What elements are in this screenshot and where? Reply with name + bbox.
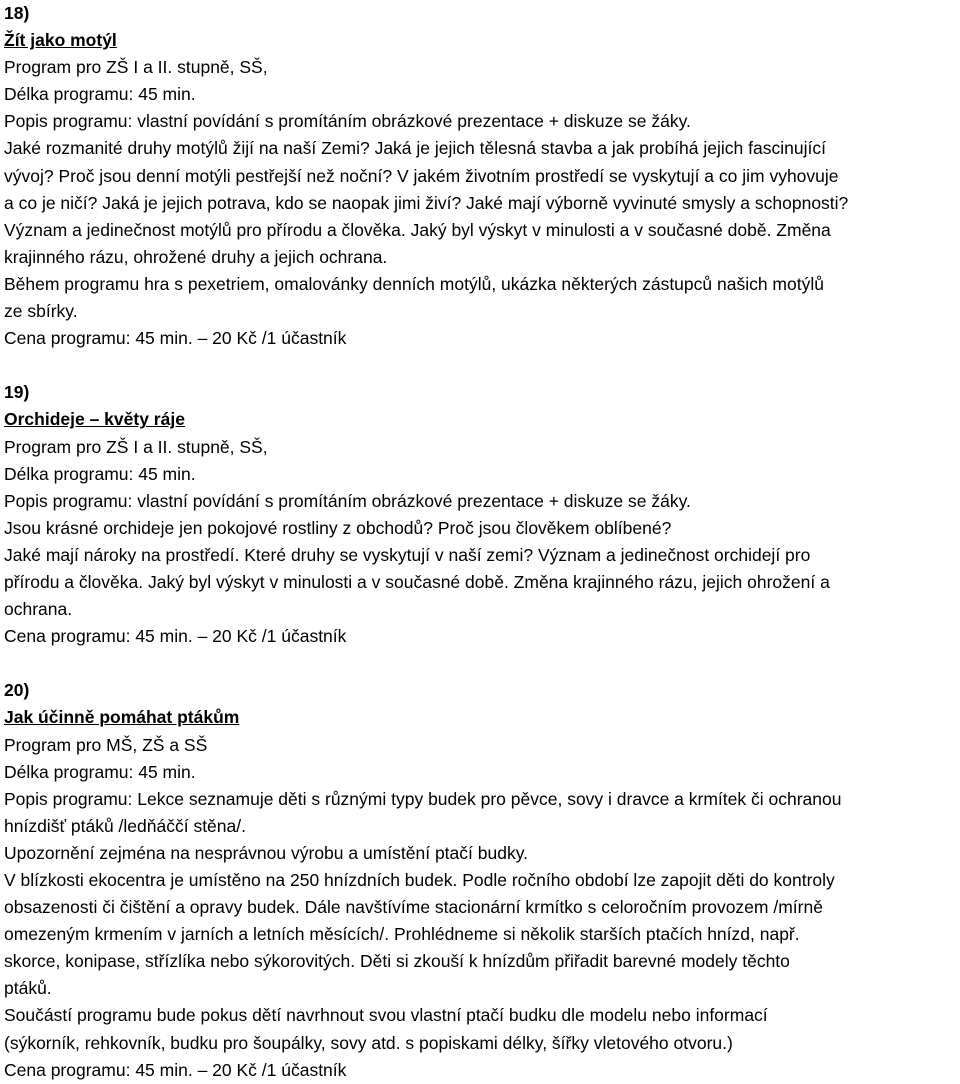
program-section-19: [4, 379, 956, 650]
text-line: ptáků.: [4, 978, 52, 999]
text-line: Jsou krásné orchideje jen pokojové rostliny z obchodů? Proč jsou člověkem oblíbené?: [4, 517, 672, 538]
text-line: skorce, konipase, střízlíka nebo sýkorovitých. Děti si zkouší k hnízdům přiřadit barevné modely těchto: [4, 951, 790, 972]
text-line: Jaké rozmanité druhy motýlů žijí na naší Zemi? Jaká je jejich tělesná stavba a jak probíhá jejich fascinující: [4, 138, 826, 159]
text-line: V blízkosti ekocentra je umístěno na 250 hnízdních budek. Podle ročního období lze zapojit děti do kontroly: [4, 870, 835, 890]
price-line: Cena programu: 45 min. – 20 Kč /1 účastník: [4, 1059, 347, 1080]
text-line: ze sbírky.: [4, 301, 78, 322]
section-title: Jak účinně pomáhat ptákům: [4, 707, 240, 728]
text-line: (sýkorník, rehkovník, budku pro šoupálky, sovy atd. s popiskami délky, šířky vletového otvoru.): [4, 1032, 733, 1053]
text-line: Program pro ZŠ I a II. stupně, SŠ,: [4, 57, 268, 78]
text-line: Během programu hra s pexetriem, omalovánky denních motýlů, ukázka některých zástupců našich motýlů: [4, 273, 824, 294]
text-line: a co je ničí? Jaká je jejich potrava, kdo se naopak jimi živí? Jaké mají výborně vyvinuté smysly a schopnosti?: [4, 192, 849, 213]
text-line: Délka programu: 45 min.: [4, 761, 196, 782]
section-spacer: [4, 352, 956, 379]
text-line: krajinného rázu, ohrožené druhy a jejich ochrana.: [4, 246, 388, 267]
text-line: omezeným krmením v jarních a letních měsících/. Prohlédneme si několik starších ptačích hnízd, např.: [4, 924, 800, 945]
text-line: Upozornění zejména na nesprávnou výrobu a umístění ptačí budky.: [4, 842, 529, 863]
text-line: Součástí programu bude pokus dětí navrhnout svou vlastní ptačí budku dle modelu nebo informací: [4, 1005, 768, 1026]
text-line: Jaké mají nároky na prostředí. Které druhy se vyskytují v naší zemi? Význam a jedinečnost orchidejí pro: [4, 544, 811, 565]
section-number: 18): [4, 3, 30, 23]
text-line: Délka programu: 45 min.: [4, 84, 196, 105]
text-line: Program pro ZŠ I a II. stupně, SŠ,: [4, 436, 268, 457]
section-number: 19): [4, 382, 30, 403]
text-line: hnízdišť ptáků /ledňáččí stěna/.: [4, 815, 246, 836]
text-line: Popis programu: vlastní povídání s promítáním obrázkové prezentace + diskuze se žáky.: [4, 111, 691, 132]
text-line: ochrana.: [4, 599, 73, 620]
text-line: Význam a jedinečnost motýlů pro přírodu a člověka. Jaký byl výskyt v minulosti a v současné době. Změna: [4, 219, 831, 240]
price-line: Cena programu: 45 min. – 20 Kč /1 účastník: [4, 328, 347, 349]
text-line: vývoj? Proč jsou denní motýli pestřejší než noční? V jakém životním prostředí se vyskytují a co jim vyhovuje: [4, 165, 839, 186]
section-spacer: [4, 650, 956, 677]
text-line: Popis programu: Lekce seznamuje děti s různými typy budek pro pěvce, sovy i dravce a krmítek či ochranou: [4, 788, 842, 809]
text-line: Délka programu: 45 min.: [4, 463, 196, 484]
text-line: obsazenosti či čištění a opravy budek. Dále navštívíme stacionární krmítko s celoročním provozem /mírně: [4, 897, 823, 918]
section-title: Žít jako motýl: [4, 30, 117, 51]
program-section-20: [4, 677, 956, 1083]
text-line: Popis programu: vlastní povídání s promítáním obrázkové prezentace + diskuze se žáky.: [4, 490, 691, 511]
price-line: Cena programu: 45 min. – 20 Kč /1 účastník: [4, 626, 347, 647]
text-line: přírodu a člověka. Jaký byl výskyt v minulosti a v současné době. Změna krajinného rázu, jejich ohrožení a: [4, 571, 830, 592]
text-line: Program pro MŠ, ZŠ a SŠ: [4, 734, 208, 755]
program-section-18: [4, 0, 956, 352]
section-number: 20): [4, 680, 30, 701]
section-title: Orchideje – květy ráje: [4, 409, 185, 430]
